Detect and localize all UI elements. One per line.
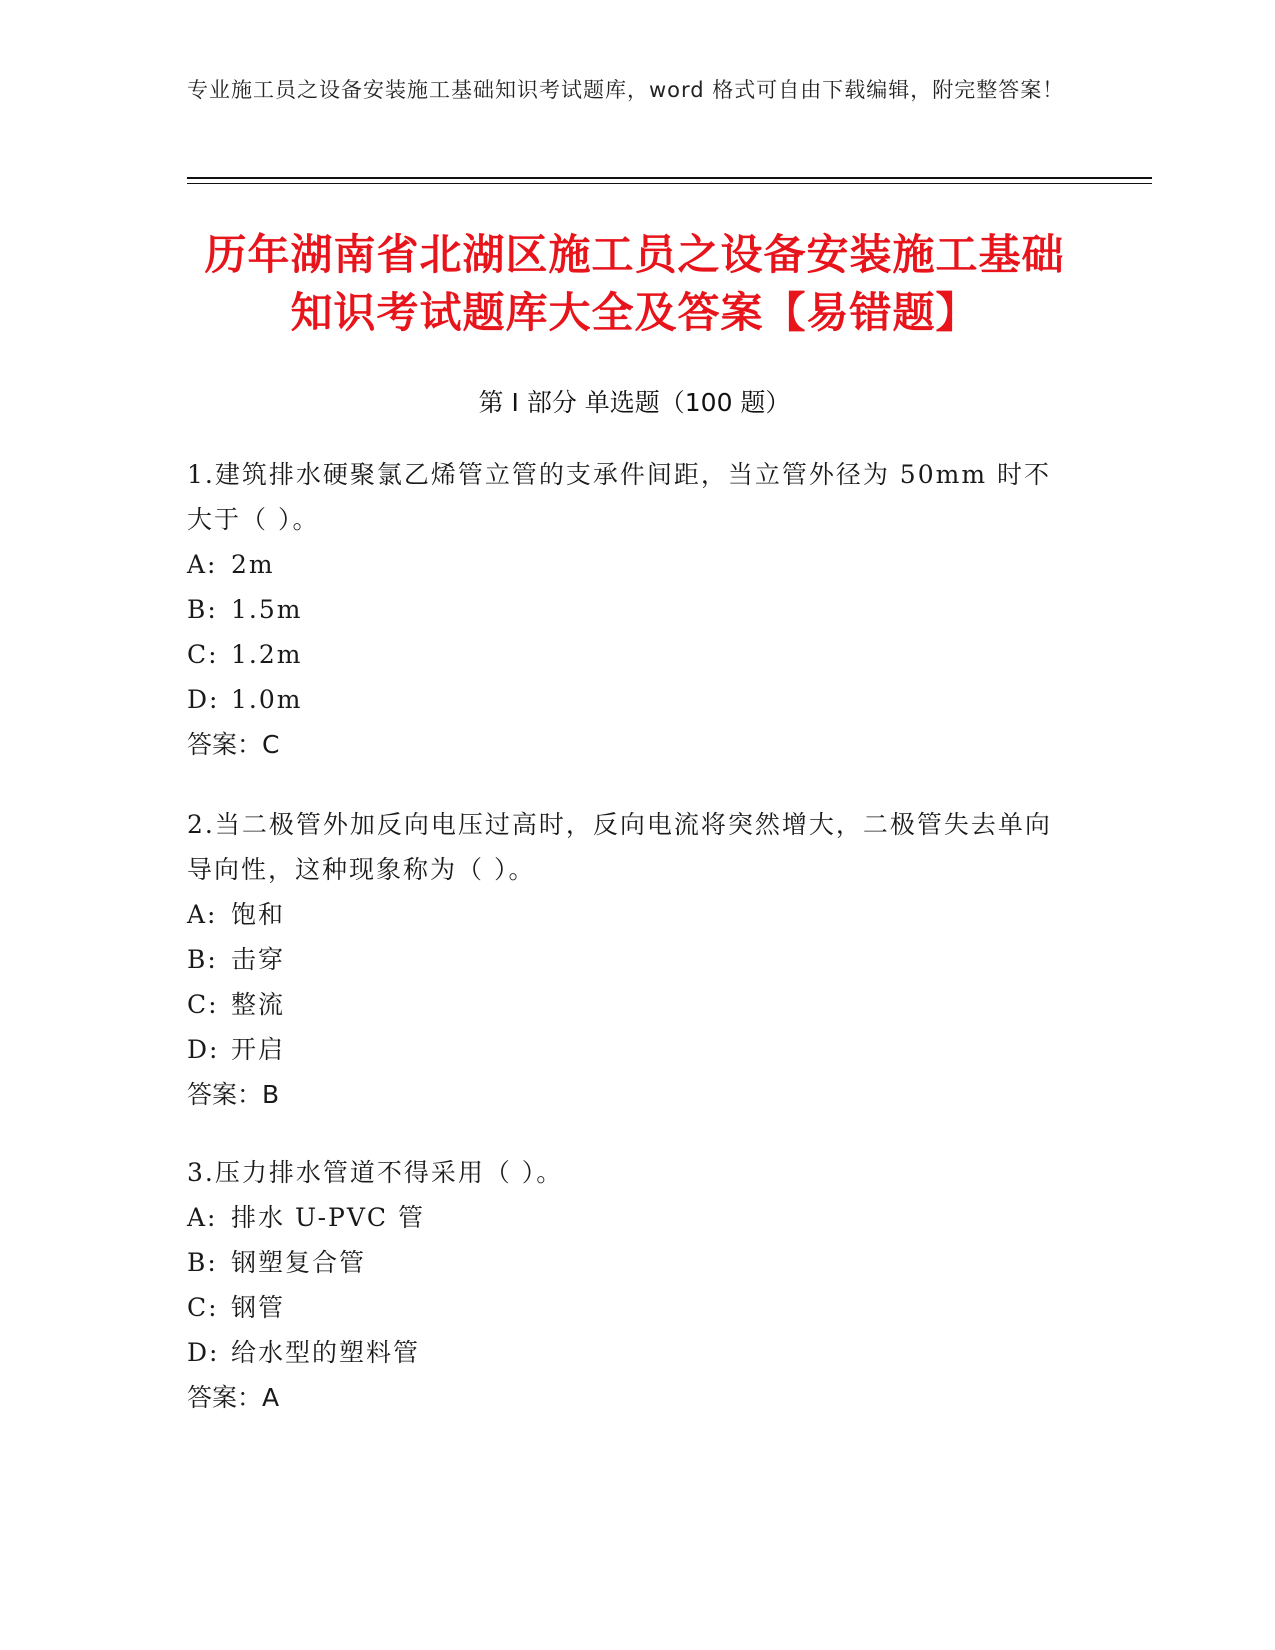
answer-line: 答案：C <box>187 730 280 759</box>
option-letter: A: <box>187 1203 218 1232</box>
option-c <box>187 982 1077 1027</box>
question-2 <box>187 802 1077 1117</box>
answer-line: 答案：A <box>187 1383 280 1412</box>
option-letter: D: <box>187 685 220 714</box>
option-c <box>187 1285 1077 1330</box>
option-letter: C: <box>187 640 219 669</box>
answer-line: 答案：B <box>187 1080 280 1109</box>
option-letter: B: <box>187 945 218 974</box>
option-letter: B: <box>187 595 218 624</box>
option-letter: A: <box>187 900 218 929</box>
option-b <box>187 587 1077 632</box>
option-letter: C: <box>187 990 219 1019</box>
option-d <box>187 1330 1077 1375</box>
question-1 <box>187 452 1077 767</box>
option-text: 整流 <box>231 990 286 1019</box>
option-text: 1.5m <box>231 595 303 624</box>
option-letter: D: <box>187 1338 220 1367</box>
question-3 <box>187 1150 1077 1420</box>
header-divider-thin <box>187 183 1152 184</box>
option-letter: A: <box>187 550 218 579</box>
option-text: 击穿 <box>231 945 286 974</box>
option-text: 钢管 <box>231 1293 286 1322</box>
option-b <box>187 937 1077 982</box>
option-text: 2m <box>231 550 275 579</box>
option-letter: D: <box>187 1035 220 1064</box>
option-a <box>187 1195 1077 1240</box>
question-stem: 2.当二极管外加反向电压过高时，反向电流将突然增大，二极管失去单向导向性，这种现象称为（ ）。 <box>187 810 1052 884</box>
option-text: 钢塑复合管 <box>231 1248 367 1277</box>
option-a <box>187 892 1077 937</box>
option-text: 开启 <box>231 1035 286 1064</box>
question-stem: 3.压力排水管道不得采用（ ）。 <box>187 1158 564 1187</box>
option-c <box>187 632 1077 677</box>
option-d <box>187 677 1077 722</box>
header-note: 专业施工员之设备安装施工基础知识考试题库，word 格式可自由下载编辑，附完整答案！ <box>187 78 1065 102</box>
option-letter: B: <box>187 1248 218 1277</box>
document-title: 历年湖南省北湖区施工员之设备安装施工基础知识考试题库大全及答案【易错题】 <box>204 230 1065 337</box>
option-b <box>187 1240 1077 1285</box>
option-text: 给水型的塑料管 <box>231 1338 421 1367</box>
option-letter: C: <box>187 1293 219 1322</box>
option-text: 1.2m <box>231 640 303 669</box>
option-text: 饱和 <box>231 900 286 929</box>
section-title: 第 I 部分 单选题（100 题） <box>478 388 791 417</box>
option-text: 1.0m <box>231 685 303 714</box>
option-text: 排水 U-PVC 管 <box>231 1203 425 1232</box>
question-stem: 1.建筑排水硬聚氯乙烯管立管的支承件间距，当立管外径为 50mm 时不大于（ ）。 <box>187 460 1051 534</box>
header-divider-thick <box>187 177 1152 179</box>
option-a <box>187 542 1077 587</box>
option-d <box>187 1027 1077 1072</box>
